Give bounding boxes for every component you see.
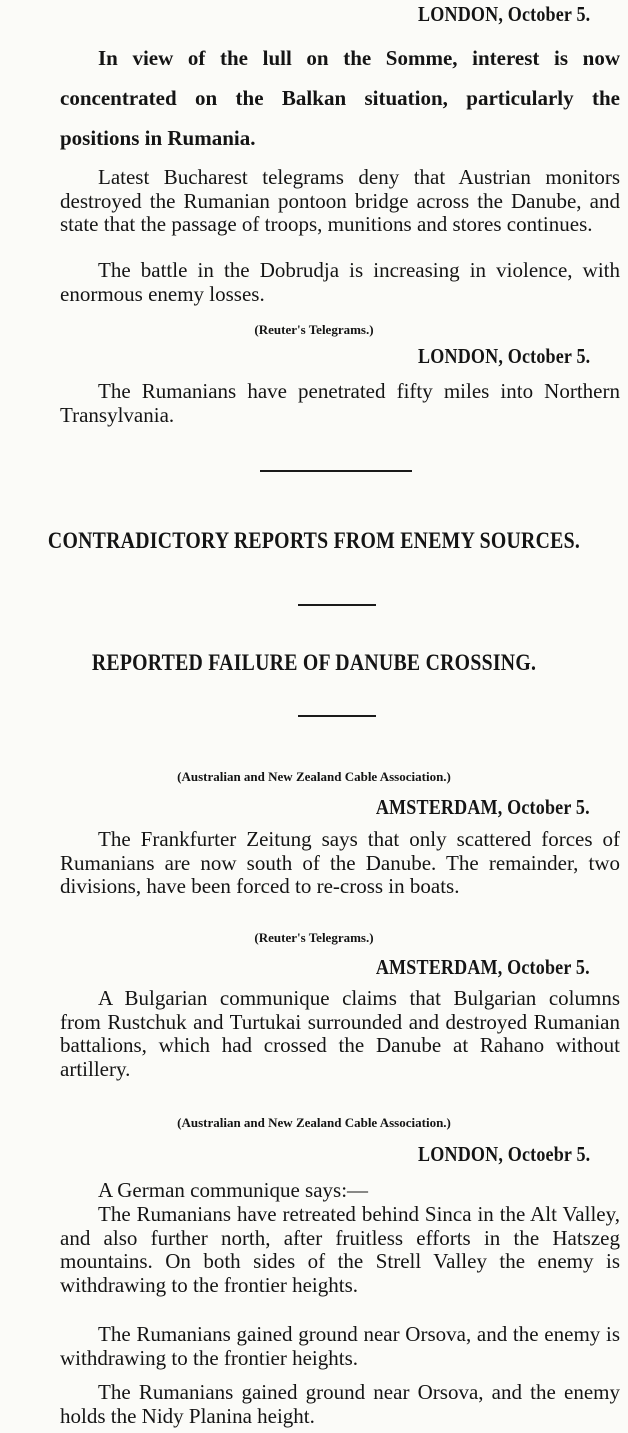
lead-paragraph: In view of the lull on the Somme, interest is now concentrated on the Balkan situation, particularly the positions in Rumania. (60, 46, 620, 150)
headline-contradictory-reports: CONTRADICTORY REPORTS FROM ENEMY SOURCES. (47, 528, 581, 553)
source-reuter-2: (Reuter's Telegrams.) (254, 930, 374, 945)
dateline-london-1: LONDON, October 5. (417, 2, 590, 26)
divider-rule (298, 604, 376, 606)
dateline-london-2: LONDON, October 5. (417, 344, 590, 368)
source-reuter-1: (Reuter's Telegrams.) (254, 322, 374, 337)
headline-danube-crossing: REPORTED FAILURE OF DANUBE CROSSING. (91, 650, 537, 675)
source-cable-association-1: (Australian and New Zealand Cable Association.) (177, 769, 451, 784)
source-cable-association-2: (Australian and New Zealand Cable Association.) (177, 1115, 451, 1130)
dateline-amsterdam-2: AMSTERDAM, October 5. (376, 955, 590, 979)
paragraph-transylvania: The Rumanians have penetrated fifty miles into Northern Transylvania. (60, 379, 620, 427)
dateline-amsterdam-1: AMSTERDAM, October 5. (376, 795, 590, 819)
paragraph-orsova-2: The Rumanians gained ground near Orsova, and the enemy holds the Nidy Planina height. (60, 1380, 620, 1428)
paragraph-dobrudja: The battle in the Dobrudja is increasing in violence, with enormous enemy losses. (60, 258, 620, 306)
paragraph-bucharest: Latest Bucharest telegrams deny that Austrian monitors destroyed the Rumanian pontoon bridge across the Danube, and state that the passage of troops, munitions and stores continues. (60, 165, 620, 236)
paragraph-alt-valley: The Rumanians have retreated behind Sinca in the Alt Valley, and also further north, after fruitless efforts in the Hatszeg mountains. On both sides of the Strell Valley the enemy is withdrawing to the frontier heights. (60, 1202, 620, 1297)
divider-rule (260, 470, 412, 472)
paragraph-frankfurter-zeitung: The Frankfurter Zeitung says that only scattered forces of Rumanians are now south of the Danube. The remainder, two divisions, have been forced to re-cross in boats. (60, 827, 620, 898)
divider-rule (298, 715, 376, 717)
paragraph-orsova-1: The Rumanians gained ground near Orsova, and the enemy is withdrawing to the frontier heights. (60, 1322, 620, 1370)
paragraph-bulgarian-communique: A Bulgarian communique claims that Bulgarian columns from Rustchuk and Turtukai surrounded and destroyed Rumanian battalions, which had crossed the Danube at Rahano without artillery. (60, 986, 620, 1081)
dateline-london-3: LONDON, Octoebr 5. (417, 1142, 590, 1166)
paragraph-german-communique-intro: A German communique says:— (98, 1178, 369, 1202)
